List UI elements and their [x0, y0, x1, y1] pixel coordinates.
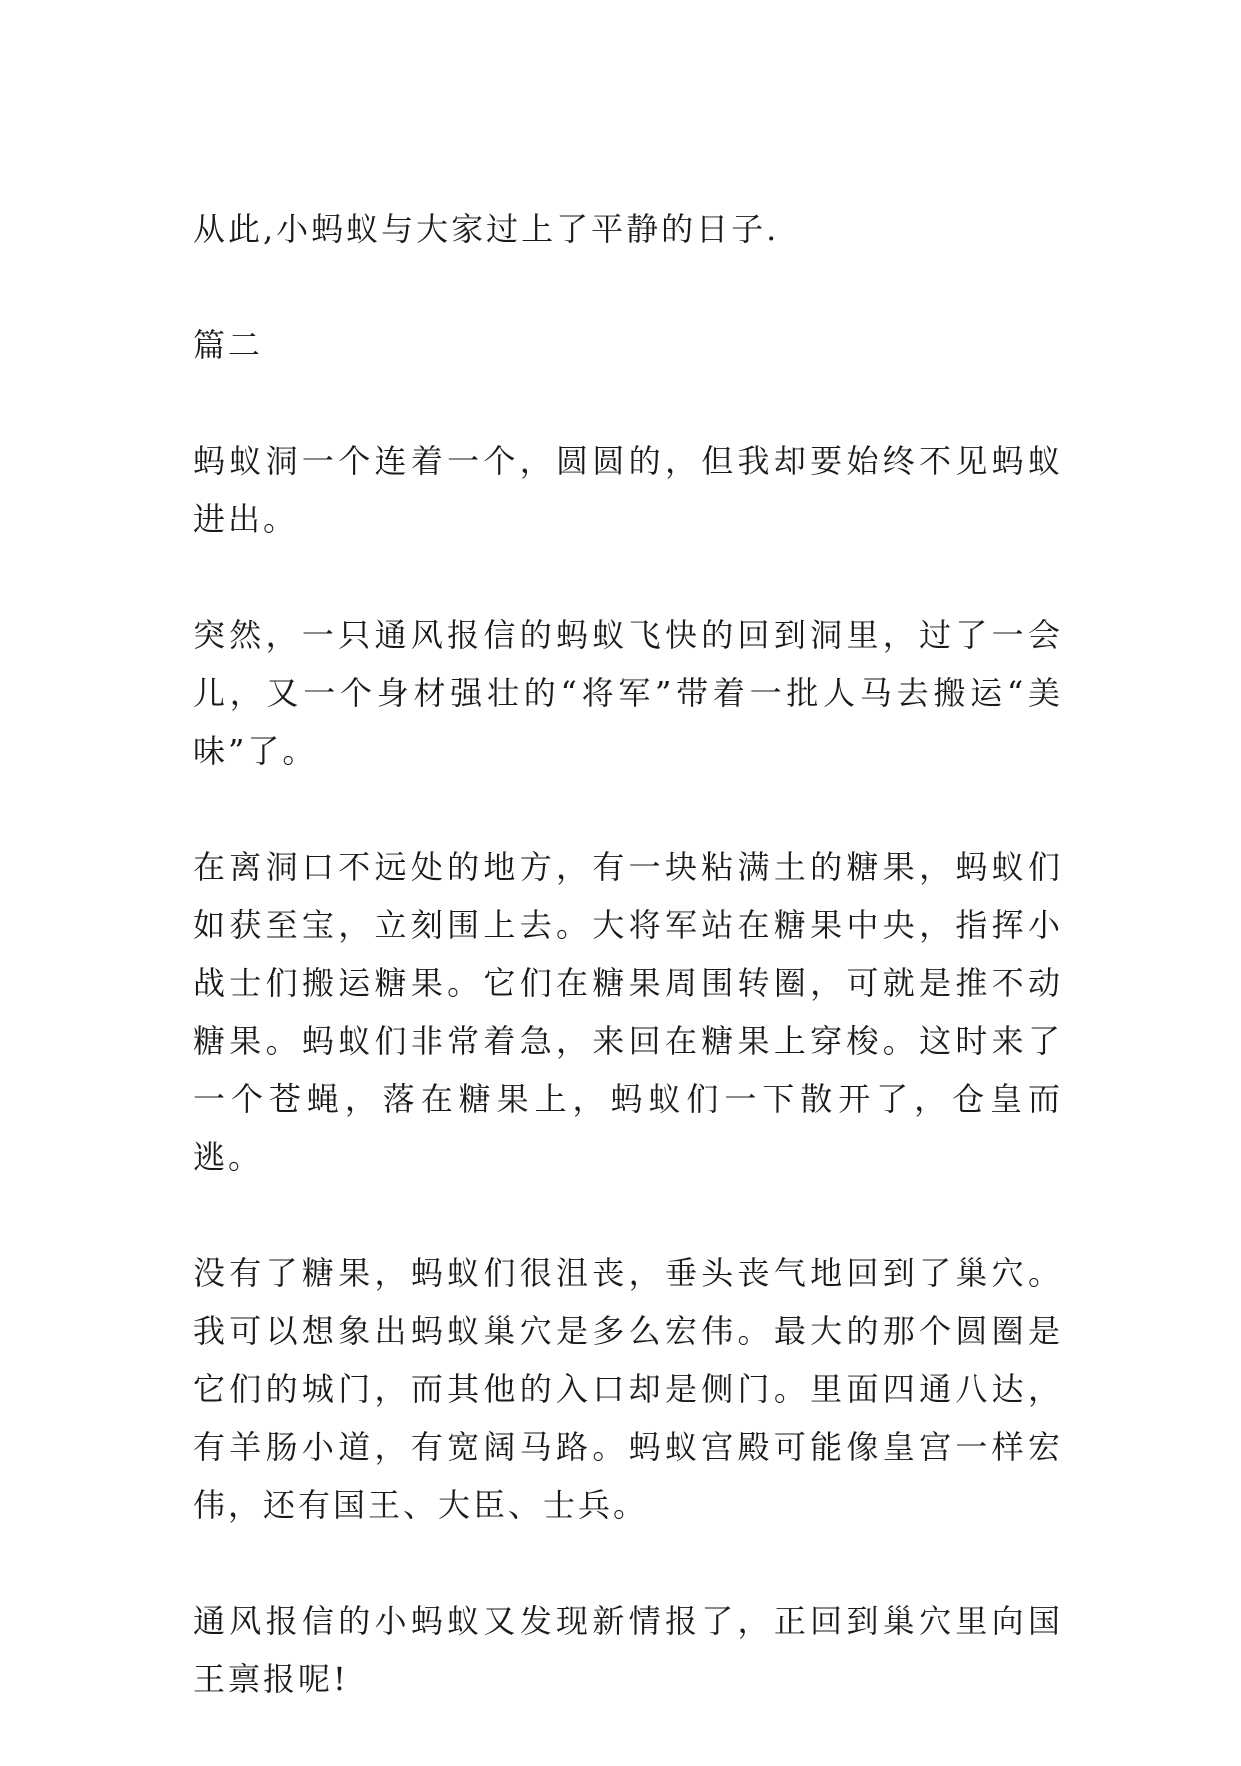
paragraph-4: 在离洞口不远处的地方，有一块粘满土的糖果，蚂蚁们如获至宝，立刻围上去。大将军站在糖果中央，指挥小战士们搬运糖果。它们在糖果周围转圈，可就是推不动糖果。蚂蚁们非常着急，来回在糖果上穿梭。这时来了一个苍蝇，落在糖果上，蚂蚁们一下散开了，仓皇而逃。: [193, 848, 1063, 1176]
paragraph-1: 从此,小蚂蚁与大家过上了平静的日子.: [193, 210, 780, 248]
paragraph-5: 没有了糖果，蚂蚁们很沮丧，垂头丧气地回到了巢穴。我可以想象出蚂蚁巢穴是多么宏伟。最大的那个圆圈是它们的城门，而其他的入口却是侧门。里面四通八达，有羊肠小道，有宽阔马路。蚂蚁宫殿可能像皇宫一样宏伟，还有国王、大臣、士兵。: [193, 1254, 1063, 1524]
paragraph-2: 蚂蚁洞一个连着一个，圆圆的，但我却要始终不见蚂蚁进出。: [193, 442, 1063, 538]
section-heading: 篇二: [193, 326, 264, 364]
paragraph-3: 突然，一只通风报信的蚂蚁飞快的回到洞里，过了一会儿，又一个身材强壮的“将军”带着一批人马去搬运“美味”了。: [193, 616, 1063, 770]
paragraph-6: 通风报信的小蚂蚁又发现新情报了，正回到巢穴里向国王禀报呢!: [193, 1602, 1063, 1698]
document-body: [193, 200, 1063, 1766]
